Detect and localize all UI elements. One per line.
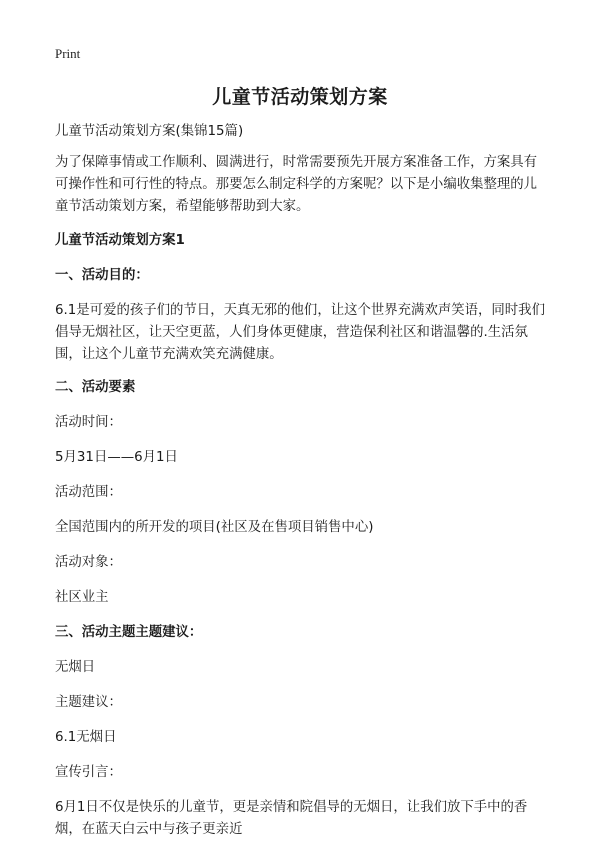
scope-label: 活动范围： xyxy=(55,485,122,500)
intro-paragraph: 为了保障事情或工作顺利、圆满进行，时常需要预先开展方案准备工作，方案具有可操作性和可行性的特点。那要怎么制定科学的方案呢？以下是小编收集整理的儿童节活动策划方案，希望能够帮助到大家。 xyxy=(55,155,538,214)
slogan-label: 宣传引言： xyxy=(55,765,122,780)
plan-heading: 儿童节活动策划方案1 xyxy=(55,233,185,248)
time-label: 活动时间： xyxy=(55,415,122,430)
theme-suggest-value: 6.1无烟日 xyxy=(55,730,117,745)
document-subtitle: 儿童节活动策划方案(集锦15篇) xyxy=(55,124,244,139)
section-heading-elements: 二、活动要素 xyxy=(55,380,136,395)
theme-value: 无烟日 xyxy=(55,660,96,675)
purpose-paragraph: 6.1是可爱的孩子们的节日，天真无邪的他们，让这个世界充满欢声笑语，同时我们倡导无烟社区，让天空更蓝，人们身体更健康，营造保利社区和谐温馨的.生活氛围，让这个儿童节充满欢笑充满健康。 xyxy=(55,303,545,362)
print-link[interactable]: Print xyxy=(55,46,81,61)
slogan-value: 6月1日不仅是快乐的儿童节，更是亲情和院倡导的无烟日，让我们放下手中的香烟，在蓝天白云中与孩子更亲近 xyxy=(55,800,528,837)
target-value: 社区业主 xyxy=(55,590,109,605)
section-heading-theme: 三、活动主题主题建议： xyxy=(55,625,203,640)
time-value: 5月31日——6月1日 xyxy=(55,450,178,465)
section-heading-purpose: 一、活动目的： xyxy=(55,268,149,283)
theme-suggest-label: 主题建议： xyxy=(55,695,122,710)
scope-value: 全国范围内的所开发的项目(社区及在售项目销售中心) xyxy=(55,520,374,535)
target-label: 活动对象： xyxy=(55,555,122,570)
document-title: 儿童节活动策划方案 xyxy=(212,86,388,108)
document-body xyxy=(55,121,550,854)
